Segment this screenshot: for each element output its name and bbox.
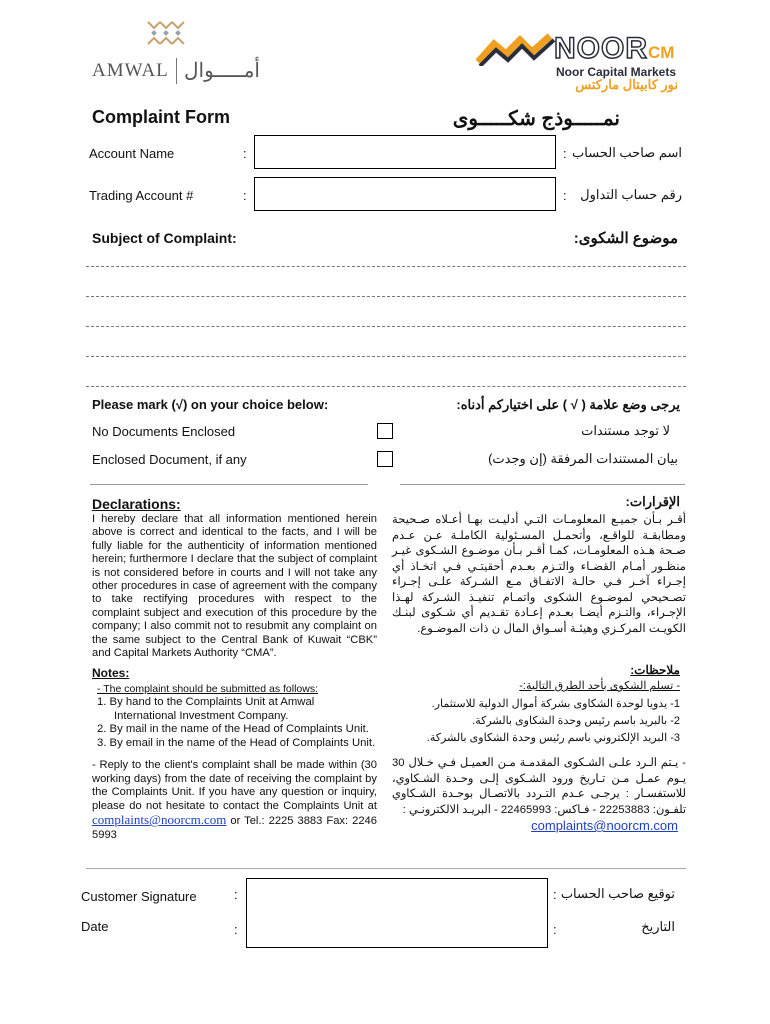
customer-signature-label: Customer Signature: [81, 889, 197, 904]
subject-label-ar: موضوع الشكوى:: [573, 230, 678, 247]
notes-lead-ar: - تسلم الشكوى بأحد الطرق التالية:-: [519, 680, 680, 692]
noor-suffix: CM: [648, 43, 675, 62]
account-name-colon-left: :: [243, 146, 247, 161]
reply-text-ar: - يـتم الـرد علـى الشـكوى المقدمـة مـن العميـل فـي خـلال 30 يـوم عمـل مـن تـاريخ ورود الشـكوى إلـى وحـدة الشـكاوي، للاستفسـار : يرجـى عـدم التـردد بالاتصـال بوحـدة الشـكاوي تلفـون: 22253883 - فـاكس: 22465993 - البريـد الالكترونـي :: [392, 757, 686, 816]
choice-no-documents-checkbox[interactable]: [377, 423, 393, 439]
date-label-ar: التاريخ: [641, 919, 675, 934]
amwal-arabic: أمـــــوال: [184, 60, 260, 82]
notes-item-ar-1: 1- يدويا لوحدة الشكاوى بشركة أموال الدولية للاستثمار.: [431, 698, 680, 710]
customer-signature-colon-left: :: [234, 887, 238, 902]
trading-account-label: Trading Account #: [89, 188, 194, 203]
form-title-en: Complaint Form: [92, 107, 230, 127]
date-label: Date: [81, 919, 109, 934]
date-colon-right: :: [553, 922, 557, 937]
notes-item-3: 3. By email in the name of the Head of Complaints Unit.: [97, 737, 376, 749]
subject-line-4[interactable]: [86, 356, 686, 357]
reply-text-tail: or Tel.: 2225 3883 Fax: 2246 5993: [92, 815, 377, 841]
noor-logo: [476, 30, 686, 90]
declarations-text-ar: أقـر بـأن جميـع المعلومـات التـي أدليـت بهـا أعـلاه صـحيحة ومطابقـة للواقـع، وأتحمـل المسـئولية الكاملـة عـن عـدم صـحة هـذه المعلومـات، كمـا أقـر بـأن موضـوع الشـكوى غيـر منظـور أمـام القضـاء والتـزم بعـدم أحقيتـي فـي اتخـاذ أي إجـراء آخـر فـي حالـة الاتفـاق مـع الشـركة علـى إجـراء تصـحيحي لموضـوع الشكوى واتمـام تنفيـذ الشـركة لهـذا الإجـراء، والتـزم أيضـا بعـدم إعـادة تقـديم أي شـكوى لبنـك الكويـت المركـزي وهيئـة أسـواق المال ن ذات الموضـوع.: [392, 513, 686, 635]
account-name-label: Account Name: [89, 146, 175, 161]
choice-enclosed-label-ar: بيان المستندات المرفقة (إن وجدت): [488, 451, 678, 466]
customer-signature-label-ar: توقيع صاحب الحساب: [560, 886, 675, 901]
subject-line-3[interactable]: [86, 326, 686, 327]
declarations-text: I hereby declare that all information mentioned herein above is correct and identical to the facts, and I will be fully liable for the authenticity of information mentioned herein; furthermore I declare that the subject of complaint is not considered before in courts and I will not take any other procedures in case of agreement with the company to take rectifying procedures with respect to the complaint subject and execution of this procedure by the company; I also commit not to resubmit any complaint on the same subject to the Central Bank of Kuwait “CBK” and Capital Markets Authority “CMA”.: [92, 513, 377, 660]
declarations-title: Declarations:: [92, 496, 181, 512]
choice-no-documents-label: No Documents Enclosed: [92, 424, 236, 439]
notes-item-1b: International Investment Company.: [114, 710, 289, 722]
choice-enclosed-checkbox[interactable]: [377, 451, 393, 467]
subject-line-2[interactable]: [86, 296, 686, 297]
account-name-label-ar: اسم صاحب الحساب: [572, 145, 682, 160]
choice-no-documents-label-ar: لا توجد مستندات: [581, 423, 670, 438]
trading-account-colon-left: :: [243, 188, 247, 203]
subject-label: Subject of Complaint:: [92, 230, 237, 246]
notes-lead: - The complaint should be submitted as follows:: [97, 683, 319, 695]
choice-enclosed-label: Enclosed Document, if any: [92, 452, 247, 467]
choices-divider-left: [90, 484, 368, 485]
form-title-ar: نمـــــوذج شكـــــوى: [452, 108, 620, 130]
account-name-colon-right: :: [563, 146, 567, 161]
reply-text: [92, 759, 377, 843]
noor-english: Noor Capital Markets: [556, 65, 677, 79]
notes-title-ar: ملاحظات:: [630, 663, 680, 677]
trading-account-colon-right: :: [563, 188, 567, 203]
mark-instruction: Please mark (√) on your choice below:: [92, 397, 329, 412]
declarations-title-ar: :الإقرارات: [625, 494, 680, 509]
reply-email-link-ar[interactable]: complaints@noorcm.com: [531, 818, 678, 833]
signature-date-box[interactable]: [246, 878, 548, 948]
notes-item-2: 2. By mail in the name of the Head of Complaints Unit.: [97, 723, 369, 735]
trading-account-input[interactable]: [254, 177, 556, 211]
signature-divider: [86, 868, 686, 869]
subject-line-5[interactable]: [86, 386, 686, 387]
mark-instruction-ar: يرجى وضع علامة ( √ ) على اختياركم أدناه:: [456, 397, 680, 412]
notes-item-ar-3: 3- البريد الإلكتروني باسم رئيس وحدة الشكاوى بالشركة.: [426, 732, 680, 744]
customer-signature-colon-right: :: [553, 887, 557, 902]
amwal-divider: [176, 58, 177, 84]
date-colon-left: :: [234, 922, 238, 937]
subject-line-1[interactable]: [86, 266, 686, 267]
reply-text-body: - Reply to the client's complaint shall be made within (30 working days) from the date of receiving the complaint by the Complaints Unit. If you have any question or inquiry, please do not hesitate to contact the Complaints Unit at: [92, 759, 377, 812]
account-name-input[interactable]: [254, 135, 556, 169]
notes-item-ar-2: 2- بالبريد باسم رئيس وحدة الشكاوى بالشركة.: [472, 715, 680, 727]
notes-item-1: 1. By hand to the Complaints Unit at Amwal: [97, 696, 315, 708]
notes-title: Notes:: [92, 666, 130, 680]
amwal-latin: AMWAL: [92, 60, 169, 81]
noor-name: NOOR: [554, 32, 648, 65]
trading-account-label-ar: رقم حساب التداول: [580, 187, 682, 202]
amwal-logo: [92, 18, 262, 90]
choices-divider-right: [400, 484, 685, 485]
reply-email-link[interactable]: complaints@noorcm.com: [92, 812, 227, 828]
amwal-emblem-icon: [142, 18, 192, 48]
noor-arabic: نور كابيتال ماركتس: [575, 77, 678, 92]
noor-arrow-icon: [476, 32, 556, 66]
